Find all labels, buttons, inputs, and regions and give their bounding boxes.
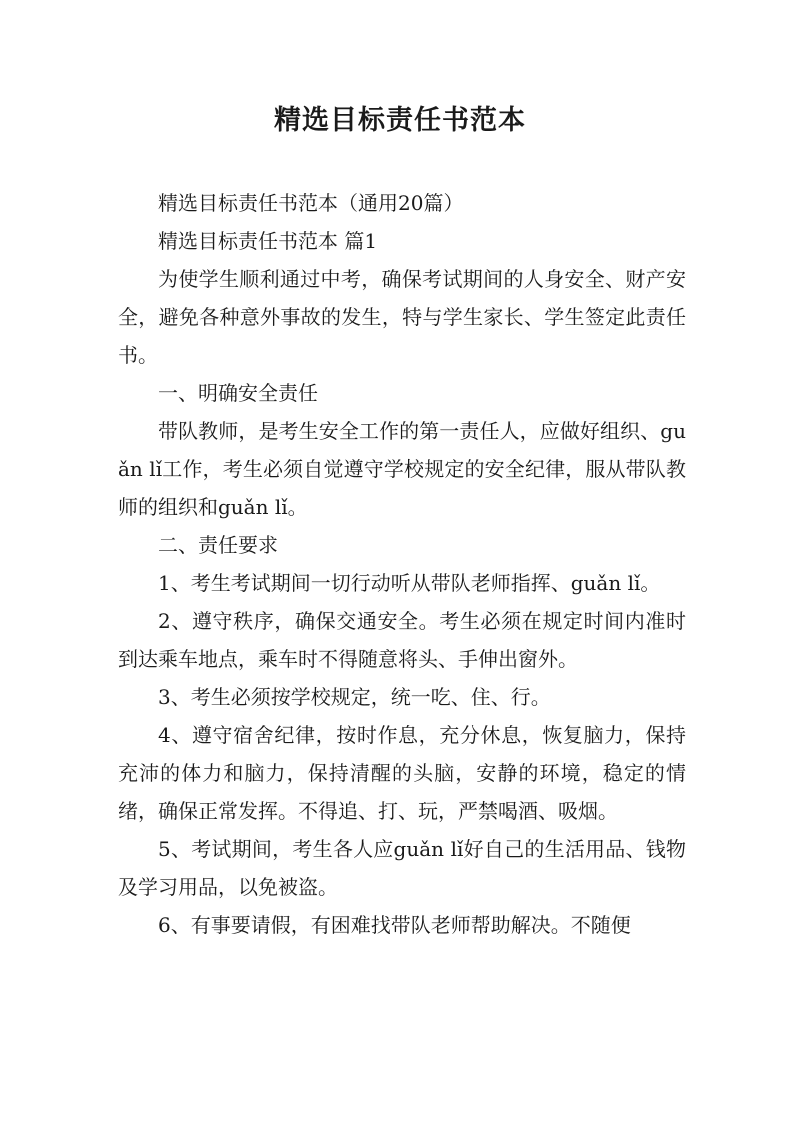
list-item-paragraph: 3、考生必须按学校规定，统一吃、住、行。 bbox=[158, 685, 551, 709]
heading-paragraph: 一、明确安全责任 bbox=[158, 381, 318, 405]
list-item-paragraph: 2、遵守秩序，确保交通安全。考生必须在规定时间内准时到达乘车地点，乘车时不得随意将头、手伸出窗外。 bbox=[118, 609, 686, 671]
list-item-paragraph: 5、考试期间，考生各人应guǎn lǐ好自己的生活用品、钱物及学习用品，以免被盗。 bbox=[118, 837, 686, 899]
body-paragraph: 为使学生顺利通过中考，确保考试期间的人身安全、财产安全，避免各种意外事故的发生，特与学生家长、学生签定此责任书。 bbox=[118, 267, 686, 367]
document-title: 精选目标责任书范本 bbox=[274, 105, 526, 136]
list-item-paragraph: 6、有事要请假，有困难找带队老师帮助解决。不随便 bbox=[158, 913, 631, 937]
heading-paragraph: 二、责任要求 bbox=[158, 533, 278, 557]
document-body bbox=[118, 184, 686, 944]
section-heading-paragraph: 精选目标责任书范本 篇1 bbox=[158, 229, 378, 253]
list-item-paragraph: 4、遵守宿舍纪律，按时作息，充分休息，恢复脑力，保持充沛的体力和脑力，保持清醒的头脑，安静的环境，稳定的情绪，确保正常发挥。不得追、打、玩，严禁喝酒、吸烟。 bbox=[118, 723, 686, 823]
body-paragraph: 带队教师，是考生安全工作的第一责任人，应做好组织、guǎn lǐ工作，考生必须自觉遵守学校规定的安全纪律，服从带队教师的组织和guǎn lǐ。 bbox=[118, 419, 686, 519]
list-item-paragraph: 1、考生考试期间一切行动听从带队老师指挥、guǎn lǐ。 bbox=[158, 571, 661, 595]
subtitle-paragraph: 精选目标责任书范本（通用20篇） bbox=[158, 191, 464, 215]
